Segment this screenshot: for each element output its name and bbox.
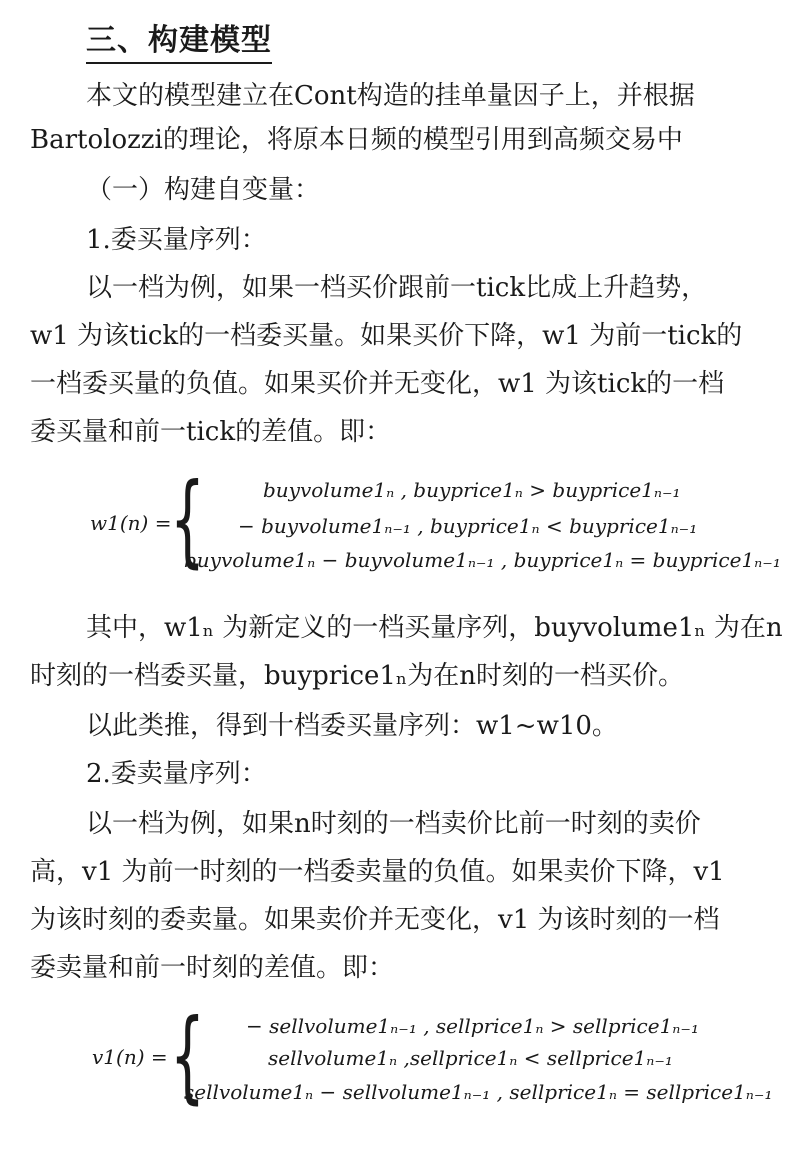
formula-v1-case-2: sellvolume1ₙ ,sellprice1ₙ < sellprice1ₙ₋₁	[268, 1046, 673, 1070]
item-2-title: 2.委卖量序列：	[86, 759, 267, 789]
paragraph-4: 以此类推，得到十档委买量序列：w1~w10。	[86, 711, 618, 741]
formula-w1-case-2: − buyvolume1ₙ₋₁ , buyprice1ₙ < buyprice1ₙ₋₁	[238, 514, 698, 538]
paragraph-3-line-2: 时刻的一档委买量，buyprice1ₙ为在n时刻的一档买价。	[30, 661, 684, 691]
paragraph-5-line-3: 为该时刻的委卖量。如果卖价并无变化，v1 为该时刻的一档	[30, 905, 720, 935]
paragraph-2-line-1: 以一档为例，如果一档买价跟前一tick比成上升趋势，	[86, 273, 708, 303]
section-heading: 三、构建模型	[86, 22, 272, 64]
paragraph-2-line-3: 一档委买量的负值。如果买价并无变化，w1 为该tick的一档	[30, 369, 725, 399]
paragraph-1-line-1: 本文的模型建立在Cont构造的挂单量因子上，并根据	[86, 81, 695, 111]
formula-w1-lhs: w1(n) =	[90, 511, 172, 535]
formula-v1-brace: {	[170, 997, 205, 1114]
formula-w1-case-1: buyvolume1ₙ , buyprice1ₙ > buyprice1ₙ₋₁	[263, 478, 681, 502]
paragraph-2-line-2: w1 为该tick的一档委买量。如果买价下降，w1 为前一tick的	[30, 321, 743, 351]
item-1-title: 1.委买量序列：	[86, 225, 267, 255]
paragraph-3-line-1: 其中，w1ₙ 为新定义的一档买量序列，buyvolume1ₙ 为在n	[86, 613, 783, 643]
subsection-title: （一）构建自变量：	[86, 175, 321, 205]
paragraph-5-line-1: 以一档为例，如果n时刻的一档卖价比前一时刻的卖价	[86, 809, 701, 839]
paragraph-2-line-4: 委买量和前一tick的差值。即：	[30, 417, 392, 447]
formula-v1-lhs: v1(n) =	[92, 1045, 168, 1069]
formula-w1-case-3: buyvolume1ₙ − buyvolume1ₙ₋₁ , buyprice1ₙ = buyprice1ₙ₋₁	[184, 548, 781, 572]
paragraph-1-line-2: Bartolozzi的理论，将原本日频的模型引用到高频交易中	[30, 125, 683, 155]
formula-w1-brace: {	[170, 461, 205, 578]
paragraph-5-line-4: 委卖量和前一时刻的差值。即：	[30, 953, 395, 983]
formula-v1-case-1: − sellvolume1ₙ₋₁ , sellprice1ₙ > sellprice1ₙ₋₁	[246, 1014, 699, 1038]
formula-v1-case-3: sellvolume1ₙ − sellvolume1ₙ₋₁ , sellprice1ₙ = sellprice1ₙ₋₁	[184, 1080, 773, 1104]
paragraph-5-line-2: 高，v1 为前一时刻的一档委卖量的负值。如果卖价下降，v1	[30, 857, 725, 887]
